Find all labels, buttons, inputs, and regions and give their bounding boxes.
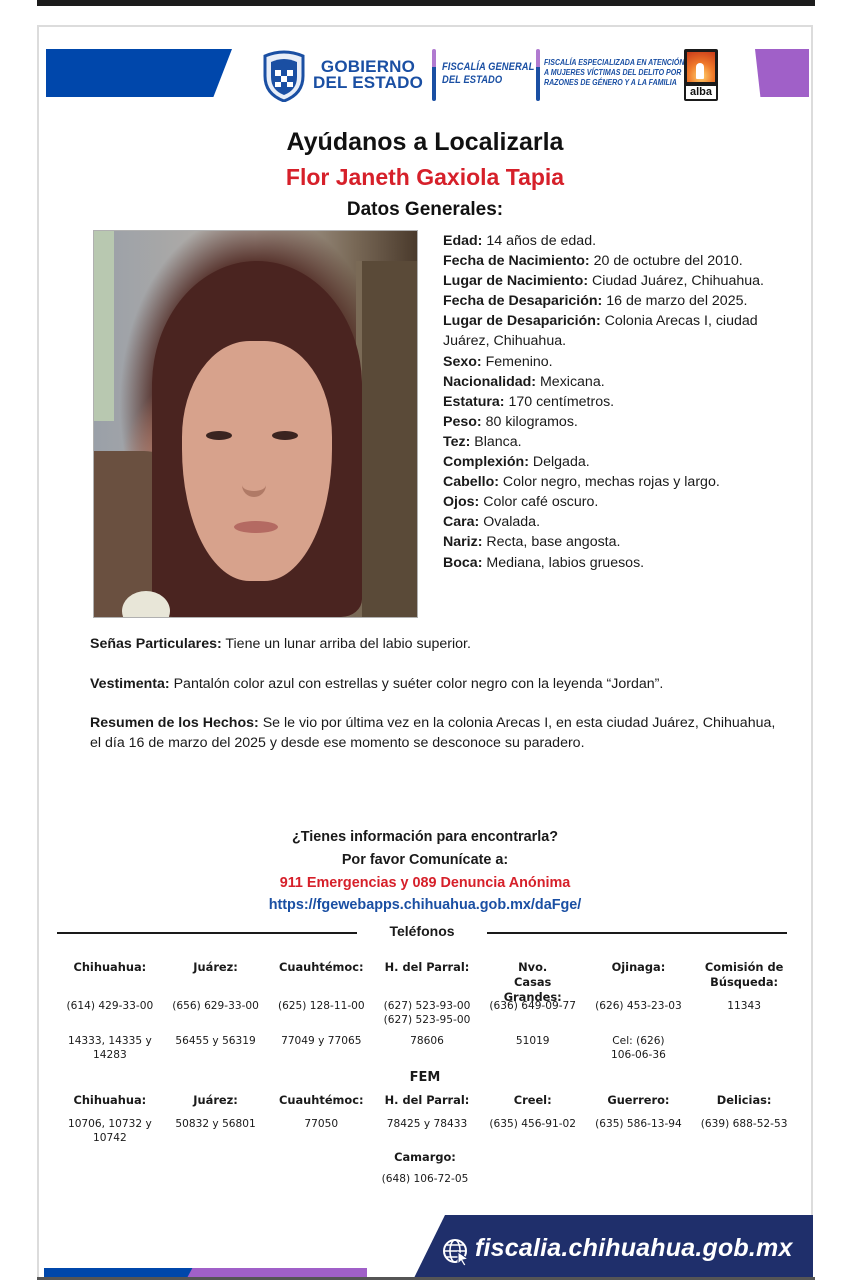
detail-value: Blanca.	[474, 433, 522, 450]
fem-heading: FEM	[409, 1070, 441, 1085]
detail-value: Recta, base angosta.	[486, 534, 621, 551]
camargo-label: Camargo:	[394, 1150, 456, 1164]
state-shield-icon	[261, 50, 307, 102]
city-label: Cuauhtémoc:	[279, 960, 364, 974]
resumen-label: Resumen de los Hechos:	[90, 715, 259, 731]
detail-value: Femenino.	[485, 353, 553, 370]
alba-protocol-logo	[684, 49, 718, 101]
especializada-line3: RAZONES DE GÉNERO Y A LA FAMILIA	[544, 77, 677, 87]
emergency-numbers: 911 Emergencias y 089 Denuncia Anónima	[279, 875, 571, 891]
detail-row	[443, 452, 773, 472]
fiscalia-especializada-logo	[544, 57, 684, 87]
header-blue-band	[46, 49, 232, 97]
detail-value: Ciudad Juárez, Chihuahua.	[592, 273, 764, 290]
detail-row	[443, 311, 773, 351]
phone-number: (636) 649-09-77	[489, 1000, 577, 1012]
phone-number: (626) 453-23-03	[595, 1000, 682, 1012]
phone-extension: 78606	[410, 1035, 444, 1047]
city-label: Juárez:	[193, 960, 238, 974]
detail-row	[443, 392, 773, 412]
gobierno-line2: DEL ESTADO	[313, 73, 423, 92]
globe-cursor-icon	[441, 1237, 471, 1267]
fiscalia-general-logo	[442, 61, 534, 87]
especializada-line2: A MUJERES VÍCTIMAS DEL DELITO POR	[544, 67, 682, 77]
divider-bar	[536, 49, 540, 101]
city-label: Delicias:	[716, 1093, 772, 1107]
phone-number: 10706, 10732 y 10742	[67, 1118, 152, 1144]
vestimenta-label: Vestimenta:	[90, 676, 170, 692]
detail-row	[443, 512, 773, 532]
senas-particulares	[90, 634, 790, 654]
city-label: Juárez:	[193, 1093, 238, 1107]
phone-number: (635) 586-13-94	[595, 1118, 682, 1130]
detail-value: Ovalada.	[483, 514, 541, 531]
alba-logo-word: alba	[686, 86, 716, 99]
detail-value: Mexicana.	[539, 373, 605, 390]
phone-number: (614) 429-33-00	[66, 1000, 154, 1012]
city-label: Chihuahua:	[73, 1093, 147, 1107]
phones-number-row	[57, 999, 797, 1027]
gobierno-line1: GOBIERNO	[320, 57, 416, 76]
senas-label: Señas Particulares:	[90, 636, 222, 652]
detail-value: 16 de marzo del 2025.	[606, 293, 748, 310]
city-label: H. del Parral:	[384, 960, 470, 974]
phone-number: (627) 523-93-00 (627) 523-95-00	[383, 1000, 471, 1026]
contact-question: ¿Tienes información para encontrarla?	[291, 829, 559, 845]
detail-label: Tez:	[443, 433, 471, 450]
phone-extension: 56455 y 56319	[175, 1035, 256, 1047]
detail-label: Sexo:	[443, 353, 482, 370]
heading-rule	[487, 932, 787, 934]
person-photo	[93, 230, 418, 618]
top-edge-bar	[37, 0, 815, 6]
phone-number: (635) 456-91-02	[489, 1118, 577, 1130]
detail-row	[443, 251, 773, 271]
detail-value: Color negro, mechas rojas y largo.	[502, 474, 720, 491]
phone-number: 50832 y 56801	[175, 1118, 256, 1130]
resumen-value: Se le vio por última vez en la colonia Arecas I, en esta ciudad Juárez, Chihuahua, el día 16 de marzo del 2025 y desde ese momento se desconoce su paradero.	[90, 715, 776, 751]
detail-label: Edad:	[443, 233, 483, 249]
city-label: Nvo. Casas Grandes:	[503, 960, 562, 1004]
photo-eye	[272, 431, 298, 440]
fiscalia-line2: DEL ESTADO	[442, 74, 503, 86]
phones-heading	[57, 923, 797, 943]
detail-label: Estatura:	[443, 393, 505, 410]
report-link[interactable]: https://fgewebapps.chihuahua.gob.mx/daFge/	[268, 897, 582, 913]
phone-extension: 51019	[515, 1035, 550, 1047]
divider-bar	[432, 49, 436, 101]
missing-person-poster	[37, 25, 813, 1278]
phones-heading-label: Teléfonos	[389, 923, 455, 939]
detail-value: Color café oscuro.	[483, 494, 599, 511]
photo-door	[356, 261, 417, 617]
senas-value: Tiene un lunar arriba del labio superior.	[225, 636, 471, 652]
contact-prompt: Por favor Comunícate a:	[341, 852, 509, 868]
phone-number: (656) 629-33-00	[172, 1000, 259, 1012]
city-label: H. del Parral:	[384, 1093, 470, 1107]
city-label: Cuauhtémoc:	[279, 1093, 364, 1107]
vestimenta-value: Pantalón color azul con estrellas y suéter color negro con la leyenda “Jordan”.	[173, 676, 664, 692]
phone-number: 11343	[727, 1000, 761, 1012]
detail-value: Mediana, labios gruesos.	[486, 554, 645, 571]
fem-number-row	[57, 1117, 797, 1145]
phone-extension	[691, 1034, 797, 1062]
detail-label: Fecha de Desaparición:	[443, 293, 603, 310]
detail-row	[443, 271, 773, 291]
detail-value: Colonia Arecas I, ciudad Juárez, Chihuahua.	[443, 313, 758, 350]
phone-number: (639) 688-52-53	[700, 1118, 788, 1130]
detail-row	[443, 291, 773, 311]
phone-number: 77050	[304, 1118, 339, 1130]
detail-value: 20 de octubre del 2010.	[593, 253, 743, 270]
detail-label: Lugar de Nacimiento:	[443, 273, 589, 290]
detail-row	[443, 231, 773, 251]
phone-extension: 14333, 14335 y 14283	[67, 1035, 152, 1061]
detail-label: Cara:	[443, 514, 480, 531]
detail-label: Peso:	[443, 413, 482, 430]
especializada-line1: FISCALÍA ESPECIALIZADA EN ATENCIÓN	[544, 57, 685, 67]
details-list	[443, 231, 773, 573]
fem-city-row	[57, 1093, 797, 1108]
page-title: Ayúdanos a Localizarla	[286, 128, 564, 156]
phone-number: (625) 128-11-00	[277, 1000, 365, 1012]
detail-row	[443, 532, 773, 552]
photo-lips	[234, 521, 278, 533]
detail-label: Nacionalidad:	[443, 373, 537, 390]
detail-label: Nariz:	[443, 534, 483, 551]
phones-extension-row	[57, 1034, 797, 1062]
photo-eye	[206, 431, 232, 440]
detail-row	[443, 492, 773, 512]
detail-row	[443, 352, 773, 372]
detail-row	[443, 472, 773, 492]
photo-nose	[242, 446, 266, 497]
person-name: Flor Janeth Gaxiola Tapia	[285, 164, 565, 190]
city-label: Comisión de Búsqueda:	[704, 960, 784, 989]
detail-label: Lugar de Desaparición:	[443, 313, 601, 330]
gobierno-del-estado-logo	[313, 59, 423, 91]
detail-row	[443, 372, 773, 392]
photo-wall	[94, 231, 114, 421]
camargo-number: (648) 106-72-05	[381, 1173, 469, 1185]
detail-label: Complexión:	[443, 454, 529, 471]
vestimenta	[90, 674, 790, 694]
detail-row	[443, 412, 773, 432]
resumen-hechos	[90, 713, 790, 753]
footer-url[interactable]: fiscalia.chihuahua.gob.mx	[475, 1234, 793, 1262]
detail-label: Ojos:	[443, 494, 480, 511]
detail-row	[443, 432, 773, 452]
detail-label: Fecha de Nacimiento:	[443, 253, 590, 270]
detail-value: Delgada.	[532, 454, 590, 471]
phone-number: 78425 y 78433	[386, 1118, 468, 1130]
city-label: Chihuahua:	[73, 960, 147, 974]
city-label: Creel:	[513, 1093, 552, 1107]
city-label: Guerrero:	[607, 1093, 670, 1107]
detail-value: 14 años de edad.	[486, 233, 597, 249]
phone-extension: 77049 y 77065	[281, 1035, 362, 1047]
fiscalia-line1: FISCALÍA GENERAL	[442, 61, 535, 73]
detail-value: 170 centímetros.	[508, 393, 615, 410]
header-purple-band	[755, 49, 809, 97]
detail-row	[443, 553, 773, 573]
detail-value: 80 kilogramos.	[485, 413, 578, 430]
detail-label: Boca:	[443, 554, 483, 571]
phone-extension: Cel: (626) 106-06-36	[611, 1035, 666, 1061]
heading-rule	[57, 932, 357, 934]
section-heading: Datos Generales:	[346, 199, 504, 220]
city-label: Ojinaga:	[611, 960, 666, 974]
detail-label: Cabello:	[443, 474, 499, 491]
alba-logo-figure	[696, 63, 704, 79]
